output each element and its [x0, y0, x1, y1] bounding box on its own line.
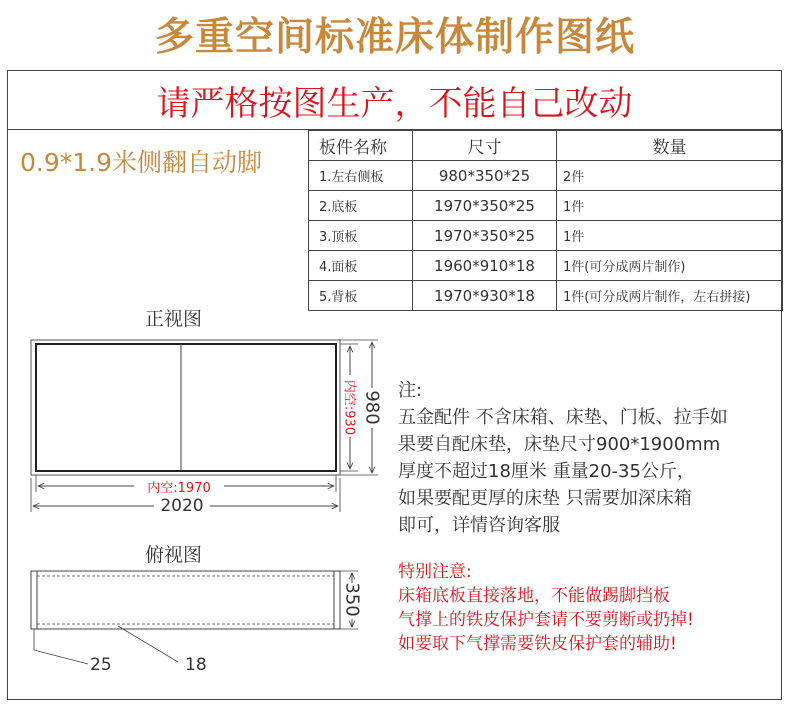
- special-line: 气撑上的铁皮保护套请不要剪断或扔掉!: [398, 610, 694, 630]
- part-size: 980*350*25: [413, 161, 557, 191]
- part-name: 4.面板: [309, 251, 413, 281]
- outer-height-text: 980: [361, 390, 383, 425]
- front-view-label: 正视图: [145, 308, 203, 330]
- notes-block: [398, 377, 728, 539]
- inner-width-text: 内空:1970: [147, 481, 211, 496]
- special-notes-block: [398, 560, 694, 656]
- note-line: 果要自配床垫，床垫尺寸900*1900mm: [398, 434, 721, 455]
- part-name: 3.顶板: [309, 221, 413, 251]
- part-name: 5.背板: [309, 281, 413, 311]
- special-heading: 特别注意:: [398, 562, 472, 582]
- part-name: 2.底板: [309, 191, 413, 221]
- part-size: 1970*350*25: [413, 191, 557, 221]
- notes-heading: 注:: [398, 380, 423, 401]
- inner-height-text: 内空:930: [341, 379, 357, 436]
- part-quantity: 1件(可分成两片制作): [557, 251, 783, 281]
- part-size: 1970*930*18: [413, 281, 557, 311]
- depth-text: 350: [341, 582, 363, 617]
- header-size: 尺寸: [413, 131, 557, 161]
- panel-thickness-text: 18: [185, 655, 207, 675]
- note-line: 厚度不超过18厘米 重量20-35公斤，: [398, 461, 695, 482]
- header-quantity: 数量: [557, 131, 783, 161]
- note-line: 即可，详情咨询客服: [398, 515, 560, 536]
- header-part-name: 板件名称: [309, 131, 413, 161]
- top-view-label: 俯视图: [145, 544, 203, 566]
- part-quantity: 1件: [557, 221, 783, 251]
- part-quantity: 1件: [557, 191, 783, 221]
- part-quantity: 2件: [557, 161, 783, 191]
- note-line: 五金配件 不含床箱、床垫、门板、拉手如: [398, 407, 728, 428]
- special-line: 床箱底板直接落地，不能做踢脚挡板: [398, 586, 670, 606]
- part-name: 1.左右侧板: [309, 161, 413, 191]
- front-view-drawing: [31, 340, 340, 475]
- page-title: 多重空间标准床体制作图纸: [154, 15, 635, 60]
- note-line: 如果要配更厚的床垫 只需要加深床箱: [398, 488, 692, 509]
- part-quantity: 1件(可分成两片制作，左右拼接): [557, 281, 783, 311]
- special-line: 如要取下气撑需要铁皮保护套的辅助!: [398, 634, 677, 654]
- part-size: 1960*910*18: [413, 251, 557, 281]
- warning-text: 请严格按图生产，不能自己改动: [156, 84, 633, 124]
- top-view-drawing: [31, 571, 340, 629]
- side-thickness-text: 25: [90, 655, 112, 675]
- outer-width-text: 2020: [160, 496, 204, 516]
- part-size: 1970*350*25: [413, 221, 557, 251]
- model-name: 0.9*1.9米侧翻自动脚: [20, 148, 263, 177]
